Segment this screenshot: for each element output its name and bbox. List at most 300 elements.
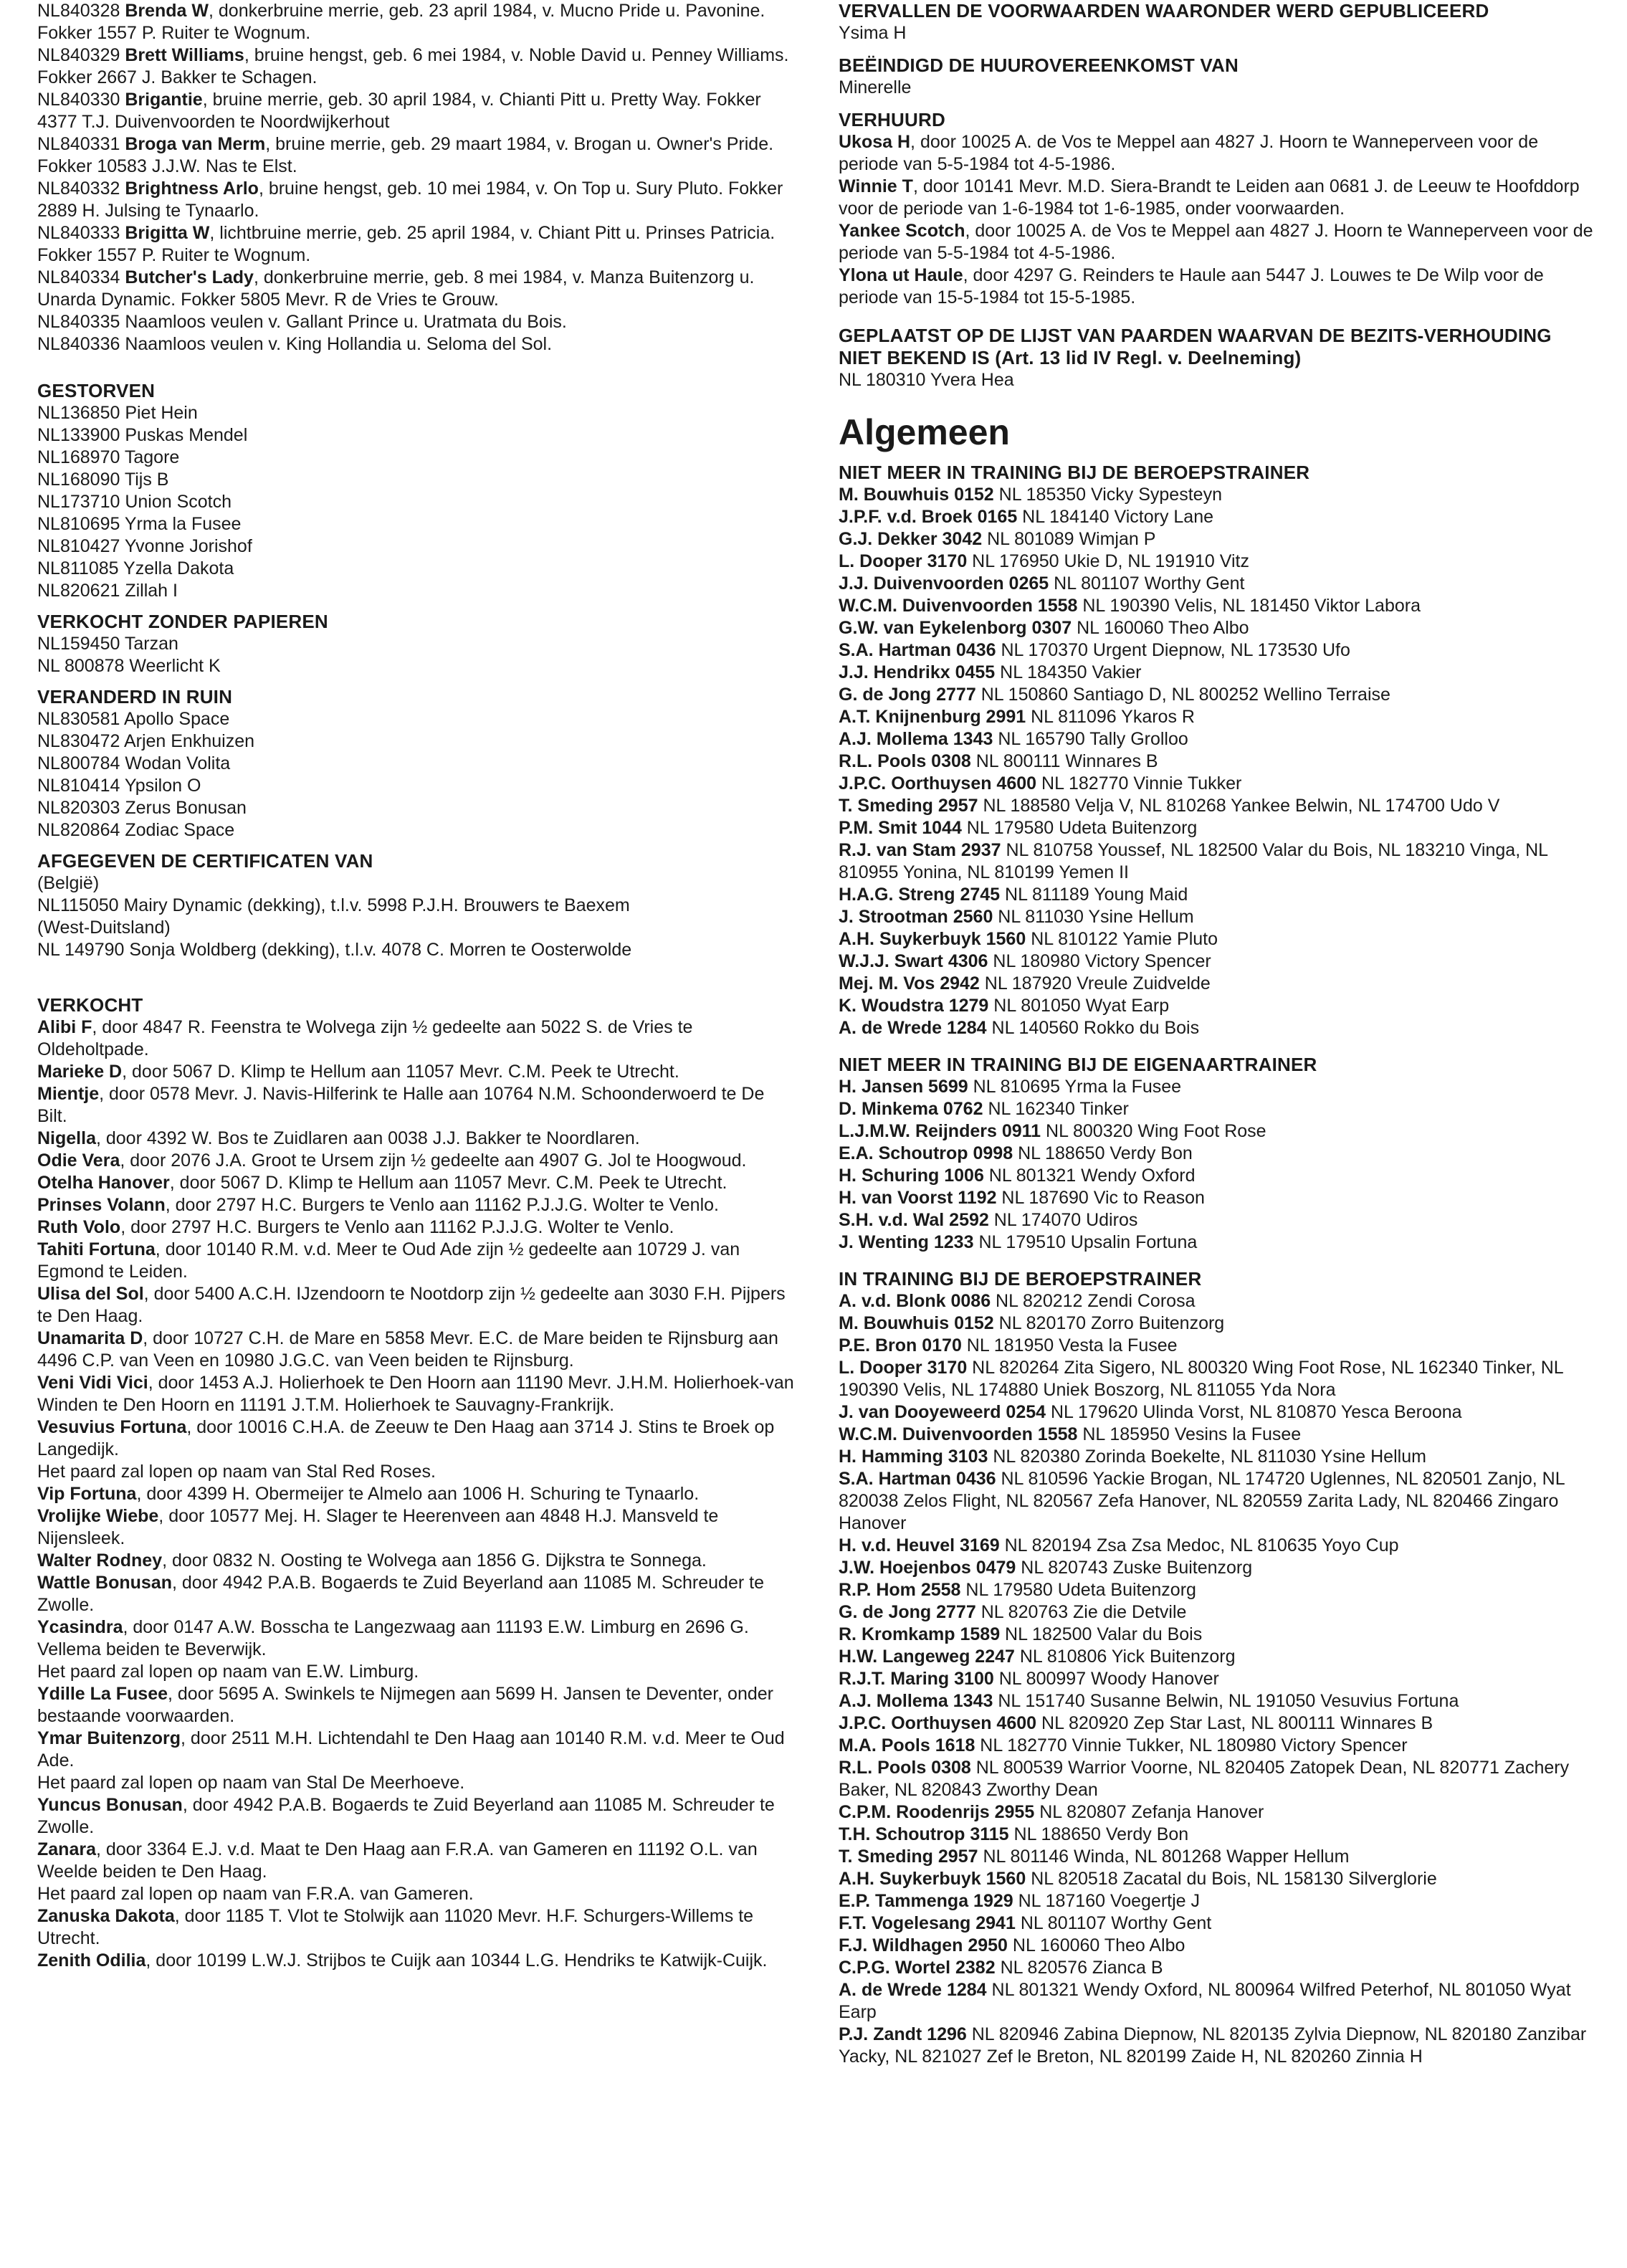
- entry-text: NL 160060 Theo Albo: [1007, 1935, 1185, 1955]
- entry-name: Otelha Hanover: [37, 1173, 170, 1193]
- entry-text: , door 2797 H.C. Burgers te Venlo aan 11162 P.J.J.G. Wolter te Venlo.: [120, 1217, 674, 1237]
- list-item: NL810427 Yvonne Jorishof: [37, 536, 252, 556]
- entry-text: NL 820576 Zianca B: [995, 1958, 1163, 1978]
- list-item: [839, 1712, 1597, 1735]
- list-item: NL820303 Zerus Bonusan: [37, 798, 247, 818]
- entry-name: A. de Wrede 1284: [839, 1980, 987, 2000]
- list-item: [839, 1209, 1597, 1231]
- entry-text: , door 0832 N. Oosting te Wolvega aan 1856 G. Dijkstra te Sonnega.: [162, 1550, 707, 1571]
- certificaten-list: [37, 872, 796, 961]
- list-item: [839, 1312, 1597, 1335]
- list-item: Ysima H: [839, 23, 907, 43]
- entry-name: W.J.J. Swart 4306: [839, 951, 988, 971]
- beroeps-niet-list: [839, 484, 1597, 1039]
- entry-name: H. v.d. Heuvel 3169: [839, 1535, 1000, 1555]
- entry-name: Marieke D: [37, 1062, 123, 1082]
- list-item: NL800784 Wodan Volita: [37, 753, 231, 773]
- entry-name: Wattle Bonusan: [37, 1573, 172, 1593]
- entry-text: , bruine merrie, geb. 30 april 1984, v. Chianti Pitt u. Pretty Way. Fokker 4377 T.J. Duivenvoorden te Noordwijkerhout: [37, 90, 761, 132]
- list-item: NL 800878 Weerlicht K: [37, 656, 221, 676]
- entry-text: , door 10727 C.H. de Mare en 5858 Mevr. E.C. de Mare beiden te Rijnsburg aan 4496 C.P. van Veen en 10980 J.G.C. van Veen beiden te Rijnsburg.: [37, 1328, 778, 1371]
- list-item: [37, 1772, 796, 1794]
- list-item: NL 180310 Yvera Hea: [839, 370, 1014, 390]
- entry-name: Alibi F: [37, 1017, 92, 1037]
- entry-text: , door 4847 R. Feenstra te Wolvega zijn ½ gedeelte aan 5022 S. de Vries te Oldeholtpade.: [37, 1017, 693, 1059]
- entry-text: NL 801146 Winda, NL 801268 Wapper Hellum: [978, 1847, 1350, 1867]
- section-heading: NIET MEER IN TRAINING BIJ DE BEROEPSTRAINER: [839, 462, 1310, 483]
- entry-text: NL 160060 Theo Albo: [1072, 618, 1249, 638]
- list-item: [839, 1690, 1597, 1712]
- list-item: [839, 1017, 1597, 1039]
- entry-name: Brett Williams: [125, 45, 244, 65]
- entry-name: C.P.G. Wortel 2382: [839, 1958, 996, 1978]
- entry-name: H. Hamming 3103: [839, 1447, 988, 1467]
- list-item: [839, 1535, 1597, 1557]
- list-item: [839, 950, 1597, 973]
- list-item: [839, 1890, 1597, 1912]
- entry-text: NL 187920 Vreule Zuidvelde: [979, 973, 1211, 994]
- entry-name: J. van Dooyeweerd 0254: [839, 1402, 1046, 1422]
- entry-text: NL 820194 Zsa Zsa Medoc, NL 810635 Yoyo Cup: [999, 1535, 1399, 1555]
- entry-name: R. Kromkamp 1589: [839, 1624, 1001, 1644]
- list-item: (België): [37, 873, 100, 893]
- entry-text: , door 5695 A. Swinkels te Nijmegen aan 5699 H. Jansen te Deventer, onder bestaande voorwaarden.: [37, 1684, 773, 1726]
- entry-name: F.J. Wildhagen 2950: [839, 1935, 1008, 1955]
- algemeen-title: Algemeen: [839, 412, 1010, 452]
- list-item: NL811085 Yzella Dakota: [37, 558, 234, 578]
- entry-name: T. Smeding 2957: [839, 796, 978, 816]
- left-column: [37, 0, 796, 2268]
- list-item: [839, 1735, 1597, 1757]
- entry-name: M. Bouwhuis 0152: [839, 485, 994, 505]
- entry-name: Yuncus Bonusan: [37, 1795, 183, 1815]
- list-item: [839, 684, 1597, 706]
- list-item: NL830581 Apollo Space: [37, 709, 230, 729]
- entry-name: H.W. Langeweg 2247: [839, 1647, 1015, 1667]
- entry-name: W.C.M. Duivenvoorden 1558: [839, 1424, 1078, 1444]
- entry-name: Ylona ut Haule: [839, 265, 963, 285]
- entry-text: NL 820807 Zefanja Hanover: [1034, 1802, 1264, 1822]
- list-item: [839, 1979, 1597, 2024]
- list-item: [37, 1483, 796, 1505]
- entry-name: Ulisa del Sol: [37, 1284, 144, 1304]
- entry-id: NL840331: [37, 134, 125, 154]
- entry-name: Winnie T: [839, 176, 913, 196]
- entry-text: Het paard zal lopen op naam van F.R.A. van Gameren.: [37, 1884, 474, 1904]
- section-niet-meer-beroepstrainer: [839, 462, 1597, 1039]
- entry-name: R.P. Hom 2558: [839, 1580, 961, 1600]
- entry-text: NL 820212 Zendi Corosa: [991, 1291, 1196, 1311]
- entry-id: NL840329: [37, 45, 125, 65]
- entry-name: Vip Fortuna: [37, 1484, 137, 1504]
- list-item: [37, 1194, 796, 1216]
- list-item: [839, 1757, 1597, 1801]
- vervallen-list: [839, 22, 1597, 44]
- entry-name: H. van Voorst 1192: [839, 1188, 997, 1208]
- list-item: [839, 617, 1597, 639]
- entry-id: NL840333: [37, 223, 125, 243]
- list-item: [37, 1283, 796, 1328]
- list-item: [37, 1728, 796, 1772]
- entry-text: NL 140560 Rokko du Bois: [986, 1018, 1200, 1038]
- entry-name: Butcher's Lady: [125, 267, 254, 287]
- section-heading: GEPLAATST OP DE LIJST VAN PAARDEN WAARVAN DE BEZITS-VERHOUDING NIET BEKEND IS (Art. 13 lid IV Regl. v. Deelneming): [839, 325, 1552, 368]
- entry-text: NL 182770 Vinnie Tukker, NL 180980 Victory Spencer: [975, 1735, 1408, 1755]
- entry-text: NL 182500 Valar du Bois: [1000, 1624, 1203, 1644]
- list-item: [37, 1950, 796, 1972]
- entry-text: NL 801321 Wendy Oxford: [983, 1166, 1196, 1186]
- list-item: [839, 484, 1597, 506]
- list-item: NL173710 Union Scotch: [37, 492, 232, 512]
- list-item: [37, 1683, 796, 1728]
- list-item: [839, 1557, 1597, 1579]
- geplaatst-list: [839, 369, 1597, 391]
- entry-text: NL 190390 Velis, NL 181450 Viktor Labora: [1077, 596, 1421, 616]
- entry-text: , bruine hengst, geb. 6 mei 1984, v. Noble David u. Penney Williams. Fokker 2667 J. Bakker te Schagen.: [37, 45, 789, 87]
- entry-text: NL 801321 Wendy Oxford, NL 800964 Wilfred Peterhof, NL 801050 Wyat Earp: [839, 1980, 1571, 2022]
- entry-text: NL 187690 Vic to Reason: [996, 1188, 1205, 1208]
- list-item: [839, 1424, 1597, 1446]
- entry-name: Ukosa H: [839, 132, 911, 152]
- entry-text: NL 820763 Zie die Detvile: [975, 1602, 1187, 1622]
- entry-name: M. Bouwhuis 0152: [839, 1313, 994, 1333]
- registrations-list: [37, 0, 796, 356]
- entry-name: Mej. M. Vos 2942: [839, 973, 980, 994]
- entry-id: NL840335 Naamloos veulen v. Gallant Prince u. Uratmata du Bois.: [37, 312, 567, 332]
- entry-text: NL 801089 Wimjan P: [982, 529, 1156, 549]
- list-item: [37, 1216, 796, 1239]
- entry-name: G.W. van Eykelenborg 0307: [839, 618, 1072, 638]
- entry-name: J. Strootman 2560: [839, 907, 993, 927]
- list-item: [37, 1416, 796, 1461]
- beeindigd-list: [839, 77, 1597, 99]
- entry-name: A.T. Knijnenburg 2991: [839, 707, 1026, 727]
- entry-name: Ycasindra: [37, 1617, 123, 1637]
- list-item: [37, 1128, 796, 1150]
- entry-name: A.H. Suykerbuyk 1560: [839, 1869, 1026, 1889]
- verkocht-zonder-list: [37, 633, 796, 677]
- list-item: NL 149790 Sonja Woldberg (dekking), t.l.v. 4078 C. Morren te Oosterwolde: [37, 940, 632, 960]
- section-in-training-beroepstrainer: [839, 1268, 1597, 2068]
- entry-name: P.E. Bron 0170: [839, 1335, 962, 1355]
- list-item: [839, 1165, 1597, 1187]
- list-item: [839, 1824, 1597, 1846]
- entry-text: NL 811189 Young Maid: [1000, 885, 1188, 905]
- entry-text: Het paard zal lopen op naam van E.W. Limburg.: [37, 1662, 419, 1682]
- list-item: [839, 728, 1597, 751]
- entry-text: , bruine hengst, geb. 10 mei 1984, v. On Top u. Sury Pluto. Fokker 2889 H. Julsing te Tynaarlo.: [37, 178, 783, 221]
- list-item: (West-Duitsland): [37, 918, 171, 938]
- entry-id: NL840334: [37, 267, 125, 287]
- list-item: [839, 1468, 1597, 1535]
- entry-id: NL840336 Naamloos veulen v. King Hollandia u. Seloma del Sol.: [37, 334, 553, 354]
- section-heading: VERHUURD: [839, 109, 945, 130]
- list-item: [839, 1357, 1597, 1401]
- section-verkocht: [37, 994, 796, 1972]
- entry-name: P.J. Zandt 1296: [839, 2024, 967, 2044]
- entry-name: J.J. Duivenvoorden 0265: [839, 573, 1049, 594]
- section-niet-meer-eigenaartrainer: [839, 1054, 1597, 1254]
- entry-name: E.P. Tammenga 1929: [839, 1891, 1013, 1911]
- entry-text: NL 820380 Zorinda Boekelte, NL 811030 Ysine Hellum: [988, 1447, 1426, 1467]
- entry-name: Vrolijke Wiebe: [37, 1506, 159, 1526]
- list-item: [839, 906, 1597, 928]
- entry-name: H.A.G. Streng 2745: [839, 885, 1001, 905]
- entry-text: , door 10016 C.H.A. de Zeeuw te Den Haag aan 3714 J. Stins te Broek op Langedijk.: [37, 1417, 775, 1459]
- entry-name: S.A. Hartman 0436: [839, 640, 996, 660]
- entry-text: , door 4942 P.A.B. Bogaerds te Zuid Beyerland aan 11085 M. Schreuder te Zwolle.: [37, 1573, 764, 1615]
- list-item: [37, 267, 796, 311]
- list-item: [839, 131, 1597, 176]
- list-item: [839, 1579, 1597, 1601]
- right-column: [839, 0, 1597, 2268]
- list-item: [839, 551, 1597, 573]
- list-item: [37, 222, 796, 267]
- list-item: [839, 2024, 1597, 2068]
- entry-name: Walter Rodney: [37, 1550, 163, 1571]
- list-item: [839, 1601, 1597, 1624]
- list-item: NL168090 Tijs B: [37, 470, 169, 490]
- entry-text: NL 182770 Vinnie Tukker: [1036, 773, 1242, 794]
- list-item: [37, 1061, 796, 1083]
- entry-name: M.A. Pools 1618: [839, 1735, 975, 1755]
- list-item: [839, 751, 1597, 773]
- entry-name: Zanara: [37, 1839, 96, 1859]
- entry-text: , door 10025 A. de Vos te Meppel aan 4827 J. Hoorn te Wanneperveen voor de periode van 5-5-1984 tot 4-5-1986.: [839, 132, 1539, 174]
- section-heading: IN TRAINING BIJ DE BEROEPSTRAINER: [839, 1268, 1202, 1290]
- entry-text: NL 179580 Udeta Buitenzorg: [961, 818, 1198, 838]
- entry-text: NL 185350 Vicky Sypesteyn: [993, 485, 1222, 505]
- entry-text: NL 800539 Warrior Voorne, NL 820405 Zatopek Dean, NL 820771 Zachery Baker, NL 820843 Zworthy Dean: [839, 1758, 1570, 1800]
- entry-text: NL 165790 Tally Grolloo: [993, 729, 1188, 749]
- entry-text: NL 185950 Vesins la Fusee: [1077, 1424, 1302, 1444]
- list-item: NL820864 Zodiac Space: [37, 820, 235, 840]
- list-item: [839, 1187, 1597, 1209]
- entry-name: R.J. van Stam 2937: [839, 840, 1001, 860]
- list-item: [839, 995, 1597, 1017]
- entry-id: NL840328: [37, 1, 125, 21]
- list-item: [839, 1912, 1597, 1935]
- entry-text: NL 811030 Ysine Hellum: [993, 907, 1194, 927]
- entry-text: , door 2076 J.A. Groot te Ursem zijn ½ gedeelte aan 4907 G. Jol te Hoogwoud.: [120, 1150, 747, 1171]
- entry-name: Ydille La Fusee: [37, 1684, 168, 1704]
- entry-name: G. de Jong 2777: [839, 1602, 976, 1622]
- entry-text: NL 800997 Woody Hanover: [993, 1669, 1219, 1689]
- list-item: [37, 1883, 796, 1905]
- list-item: [37, 1905, 796, 1950]
- list-item: [839, 1668, 1597, 1690]
- list-item: Minerelle: [839, 77, 912, 97]
- entry-text: NL 820920 Zep Star Last, NL 800111 Winnares B: [1036, 1713, 1433, 1733]
- entry-text: , door 10140 R.M. v.d. Meer te Oud Ade zijn ½ gedeelte aan 10729 J. van Egmond te Leiden.: [37, 1239, 740, 1282]
- entry-name: R.J.T. Maring 3100: [839, 1669, 994, 1689]
- list-item: NL820621 Zillah I: [37, 581, 178, 601]
- list-item: [37, 333, 796, 356]
- list-item: [839, 595, 1597, 617]
- entry-name: T.H. Schoutrop 3115: [839, 1824, 1009, 1844]
- entry-id: NL840330: [37, 90, 125, 110]
- entry-name: G. de Jong 2777: [839, 685, 976, 705]
- list-item: NL159450 Tarzan: [37, 634, 178, 654]
- entry-name: A.J. Mollema 1343: [839, 1691, 993, 1711]
- list-item: [839, 1868, 1597, 1890]
- entry-text: , door 4399 H. Obermeijer te Almelo aan 1006 H. Schuring te Tynaarlo.: [136, 1484, 700, 1504]
- list-item: [839, 1957, 1597, 1979]
- list-item: [839, 1335, 1597, 1357]
- entry-text: NL 187160 Voegertje J: [1013, 1891, 1201, 1911]
- entry-text: NL 181950 Vesta la Fusee: [961, 1335, 1178, 1355]
- entry-name: L. Dooper 3170: [839, 1358, 968, 1378]
- entry-text: NL 184350 Vakier: [995, 662, 1142, 682]
- entry-name: Zenith Odilia: [37, 1950, 146, 1971]
- list-item: NL136850 Piet Hein: [37, 403, 198, 423]
- entry-name: Tahiti Fortuna: [37, 1239, 156, 1259]
- list-item: [839, 176, 1597, 220]
- entry-text: , door 4942 P.A.B. Bogaerds te Zuid Beyerland aan 11085 M. Schreuder te Zwolle.: [37, 1795, 775, 1837]
- eigenaar-niet-list: [839, 1076, 1597, 1254]
- entry-name: J.J. Hendrikx 0455: [839, 662, 996, 682]
- list-item: [37, 1083, 796, 1128]
- list-item: [839, 639, 1597, 662]
- list-item: [839, 884, 1597, 906]
- entry-text: NL 800111 Winnares B: [970, 751, 1158, 771]
- entry-name: Ymar Buitenzorg: [37, 1728, 181, 1748]
- entry-text: NL 162340 Tinker: [983, 1099, 1129, 1119]
- list-item: [37, 133, 796, 178]
- entry-name: W.C.M. Duivenvoorden 1558: [839, 596, 1078, 616]
- list-item: [839, 1401, 1597, 1424]
- list-item: NL133900 Puskas Mendel: [37, 425, 248, 445]
- section-gestorven: [37, 380, 796, 602]
- list-item: [37, 1839, 796, 1883]
- entry-name: Brigantie: [125, 90, 203, 110]
- entry-text: NL 150860 Santiago D, NL 800252 Wellino Terraise: [975, 685, 1390, 705]
- list-item: NL810695 Yrma la Fusee: [37, 514, 242, 534]
- gestorven-list: [37, 402, 796, 602]
- entry-name: H. Jansen 5699: [839, 1077, 968, 1097]
- section-heading: NIET MEER IN TRAINING BIJ DE EIGENAARTRAINER: [839, 1054, 1317, 1075]
- list-item: [839, 973, 1597, 995]
- entry-text: , door 10141 Mevr. M.D. Siera-Brandt te Leiden aan 0681 J. de Leeuw te Hoofddorp voor de periode van 1-6-1984 tot 1-6-1985, onder voorwaarden.: [839, 176, 1580, 219]
- list-item: NL115050 Mairy Dynamic (dekking), t.l.v. 5998 P.J.H. Brouwers te Baexem: [37, 895, 630, 915]
- list-item: [37, 1016, 796, 1061]
- list-item: [37, 178, 796, 222]
- entry-text: NL 801050 Wyat Earp: [988, 996, 1170, 1016]
- entry-text: NL 801107 Worthy Gent: [1015, 1913, 1212, 1933]
- entry-name: Vesuvius Fortuna: [37, 1417, 187, 1437]
- entry-text: NL 820743 Zuske Buitenzorg: [1016, 1558, 1253, 1578]
- list-item: [37, 1505, 796, 1550]
- list-item: NL168970 Tagore: [37, 447, 180, 467]
- section-beeindigd: [839, 54, 1597, 99]
- entry-text: NL 188650 Verdy Bon: [1008, 1824, 1189, 1844]
- entry-text: , door 3364 E.J. v.d. Maat te Den Haag aan F.R.A. van Gameren en 11192 O.L. van Weelde beiden te Den Haag.: [37, 1839, 758, 1882]
- entry-text: NL 810806 Yick Buitenzorg: [1014, 1647, 1236, 1667]
- verkocht-list: [37, 1016, 796, 1972]
- list-item: [37, 1172, 796, 1194]
- list-item: [37, 1616, 796, 1661]
- list-item: [839, 773, 1597, 795]
- ruin-list: [37, 708, 796, 842]
- list-item: [37, 1550, 796, 1572]
- list-item: [37, 0, 796, 44]
- entry-text: NL 188650 Verdy Bon: [1013, 1143, 1193, 1163]
- entry-name: T. Smeding 2957: [839, 1847, 978, 1867]
- entry-text: , door 10577 Mej. H. Slager te Heerenveen aan 4848 H.J. Mansveld te Nijensleek.: [37, 1506, 719, 1548]
- entry-name: A.J. Mollema 1343: [839, 729, 993, 749]
- entry-name: Odie Vera: [37, 1150, 120, 1171]
- section-heading: VERANDERD IN RUIN: [37, 686, 233, 707]
- entry-name: A. v.d. Blonk 0086: [839, 1291, 991, 1311]
- entry-name: Yankee Scotch: [839, 221, 965, 241]
- entry-text: NL 180980 Victory Spencer: [988, 951, 1211, 971]
- entry-text: NL 174070 Udiros: [988, 1210, 1138, 1230]
- entry-text: , door 1185 T. Vlot te Stolwijk aan 11020 Mevr. H.F. Schurgers-Willems te Utrecht.: [37, 1906, 754, 1948]
- entry-name: K. Woudstra 1279: [839, 996, 989, 1016]
- list-item: [37, 1661, 796, 1683]
- entry-text: NL 820170 Zorro Buitenzorg: [993, 1313, 1225, 1333]
- section-verkocht-zonder-papieren: [37, 611, 796, 677]
- section-vervallen: [839, 0, 1597, 44]
- entry-text: NL 151740 Susanne Belwin, NL 191050 Vesuvius Fortuna: [993, 1691, 1459, 1711]
- section-heading: GESTORVEN: [37, 380, 156, 401]
- entry-id: NL840332: [37, 178, 125, 199]
- entry-name: Mientje: [37, 1084, 100, 1104]
- entry-name: P.M. Smit 1044: [839, 818, 962, 838]
- entry-text: NL 801107 Worthy Gent: [1049, 573, 1245, 594]
- list-item: [37, 89, 796, 133]
- entry-text: NL 820946 Zabina Diepnow, NL 820135 Zylvia Diepnow, NL 820180 Zanzibar Yacky, NL 821027 Zef le Breton, NL 820199 Zaide H, NL 820260 Zinnia H: [839, 2024, 1587, 2067]
- entry-name: A.H. Suykerbuyk 1560: [839, 929, 1026, 949]
- section-heading: VERKOCHT ZONDER PAPIEREN: [37, 611, 328, 632]
- entry-name: J.P.F. v.d. Broek 0165: [839, 507, 1018, 527]
- entry-text: , door 4297 G. Reinders te Haule aan 5447 J. Louwes te De Wilp voor de periode van 15-5-1984 tot 15-5-1985.: [839, 265, 1544, 308]
- entry-text: NL 184140 Victory Lane: [1017, 507, 1214, 527]
- entry-text: NL 800320 Wing Foot Rose: [1041, 1121, 1266, 1141]
- entry-name: J.P.C. Oorthuysen 4600: [839, 1713, 1037, 1733]
- entry-name: C.P.M. Roodenrijs 2955: [839, 1802, 1035, 1822]
- entry-name: Nigella: [37, 1128, 96, 1148]
- entry-text: , door 10199 L.W.J. Strijbos te Cuijk aan 10344 L.G. Hendriks te Katwijk-Cuijk.: [145, 1950, 768, 1971]
- list-item: [839, 928, 1597, 950]
- section-heading: BEËINDIGD DE HUUROVEREENKOMST VAN: [839, 54, 1239, 76]
- list-item: [839, 817, 1597, 839]
- list-item: [37, 1328, 796, 1372]
- entry-text: Het paard zal lopen op naam van Stal De Meerhoeve.: [37, 1773, 465, 1793]
- entry-text: NL 170370 Urgent Diepnow, NL 173530 Ufo: [996, 640, 1350, 660]
- entry-text: NL 176950 Ukie D, NL 191910 Vitz: [967, 551, 1249, 571]
- list-item: [839, 506, 1597, 528]
- entry-name: Unamarita D: [37, 1328, 143, 1348]
- list-item: [37, 1572, 796, 1616]
- list-item: [839, 1801, 1597, 1824]
- entry-text: , door 5067 D. Klimp te Hellum aan 11057 Mevr. C.M. Peek te Utrecht.: [169, 1173, 727, 1193]
- entry-name: Broga van Merm: [125, 134, 266, 154]
- list-item: [839, 528, 1597, 551]
- entry-text: NL 820518 Zacatal du Bois, NL 158130 Silverglorie: [1026, 1869, 1437, 1889]
- entry-text: , donkerbruine merrie, geb. 23 april 1984, v. Mucno Pride u. Pavonine. Fokker 1557 P. Ruiter te Wognum.: [37, 1, 765, 43]
- list-item: [37, 44, 796, 89]
- entry-name: R.L. Pools 0308: [839, 751, 971, 771]
- entry-name: Prinses Volann: [37, 1195, 166, 1215]
- list-item: [839, 839, 1597, 884]
- entry-name: Veni Vidi Vici: [37, 1373, 148, 1393]
- list-item: [839, 220, 1597, 265]
- list-item: [839, 1120, 1597, 1143]
- entry-name: G.J. Dekker 3042: [839, 529, 983, 549]
- section-geplaatst: [839, 325, 1597, 391]
- verhuurd-list: [839, 131, 1597, 309]
